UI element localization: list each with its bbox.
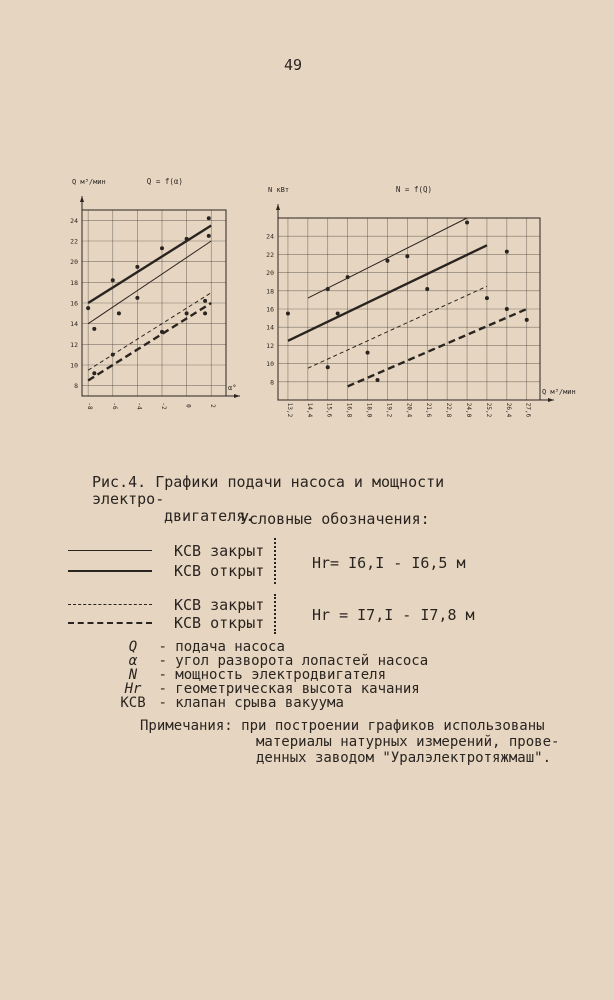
x-tick-label: -8 (86, 402, 94, 410)
symbol: α (128, 653, 138, 669)
x-axis-label: Q м³/мин (542, 388, 576, 396)
data-point (326, 365, 330, 369)
data-point (375, 378, 379, 382)
x-tick-label: 22,8 (445, 402, 453, 418)
x-tick-label: 25,2 (484, 402, 492, 418)
data-point (366, 351, 370, 355)
legend-label: КСВ закрыт (174, 542, 265, 560)
y-tick-label: 12 (266, 341, 274, 350)
x-axis-label: α° (228, 384, 237, 392)
data-point (185, 237, 189, 241)
thick-dashed-line-sample (68, 622, 152, 624)
x-tick-label: 14,4 (305, 402, 313, 418)
thin-dashed-line-sample (68, 604, 152, 605)
data-point (160, 330, 164, 334)
y-tick-label: 20 (266, 269, 274, 278)
legend-bracket (274, 594, 282, 634)
x-axis-arrow (234, 394, 240, 398)
legend-row-thick-dashed (68, 614, 298, 632)
note-line-1: Примечания: при построении графиков использованы (140, 718, 545, 734)
note-line-3: денных заводом "Уралэлектротяжмаш". (256, 750, 552, 766)
symbol-row (116, 668, 428, 682)
y-tick-label: 22 (266, 250, 274, 259)
thin-solid-line-sample (68, 550, 152, 551)
data-point (185, 311, 189, 315)
y-tick-label: 22 (70, 237, 78, 246)
thick-solid-line-sample (68, 570, 152, 572)
legend-row-thick-solid (68, 562, 298, 580)
symbol-description: - угол разворота лопастей насоса (158, 653, 429, 669)
y-tick-label: 18 (70, 278, 78, 287)
y-tick-label: 24 (70, 216, 78, 225)
formula-head-range-2: Hr = I7,I - I7,8 м (312, 606, 475, 624)
data-point (525, 318, 529, 322)
symbol: Hr (124, 681, 142, 697)
data-point (425, 287, 429, 291)
symbol-row (116, 640, 428, 654)
x-axis-arrow (548, 398, 554, 402)
y-tick-label: 12 (70, 340, 78, 349)
y-axis-arrow (276, 204, 280, 210)
x-tick-label: 26,4 (504, 402, 512, 418)
legend-label: КСВ закрыт (174, 596, 265, 614)
data-point (92, 327, 96, 331)
data-point (326, 287, 330, 291)
series-line (88, 303, 211, 381)
x-tick-label: 15,6 (325, 402, 333, 418)
x-tick-label: 18,0 (365, 402, 373, 418)
note (140, 718, 559, 766)
legend-label: КСВ открыт (174, 562, 265, 580)
y-tick-label: 16 (266, 305, 274, 314)
legend-bracket (274, 538, 282, 584)
data-point (485, 296, 489, 300)
page-number: 49 (284, 56, 303, 74)
x-tick-label: -2 (160, 402, 167, 410)
symbol-description: - мощность электродвигателя (158, 667, 387, 683)
y-tick-label: 24 (266, 232, 274, 241)
symbol-description: - геометрическая высота качания (158, 681, 420, 697)
y-tick-label: 16 (70, 299, 78, 308)
x-tick-label: 21,6 (425, 402, 433, 418)
chart-title: N = f(Q) (395, 185, 433, 194)
symbol: КСВ (120, 695, 146, 711)
caption-line-2: двигателя. (164, 507, 255, 525)
series-line (348, 309, 527, 386)
data-point (207, 216, 211, 220)
data-point (117, 311, 121, 315)
x-tick-label: 24,0 (465, 402, 473, 418)
series-line (88, 293, 211, 371)
data-point (505, 250, 509, 254)
x-tick-label: 27,6 (524, 402, 532, 418)
y-tick-label: 20 (70, 258, 78, 267)
data-point (203, 299, 207, 303)
data-point (92, 371, 96, 375)
data-point (505, 307, 509, 311)
x-tick-label: 16,8 (345, 402, 353, 418)
symbol-row (116, 682, 428, 696)
symbol-row (116, 696, 428, 710)
legend-row-thin-solid (68, 542, 298, 560)
symbol-list (116, 640, 428, 710)
legend-label: КСВ открыт (174, 614, 265, 632)
data-point (405, 254, 409, 258)
data-point (160, 246, 164, 250)
y-axis-label: Q м³/мин (72, 178, 106, 186)
data-point (385, 259, 389, 263)
y-tick-label: 14 (70, 320, 78, 329)
x-tick-label: 20,4 (405, 402, 413, 418)
data-point (207, 234, 211, 238)
y-tick-label: 10 (70, 361, 78, 370)
symbol: N (128, 667, 138, 683)
x-tick-label: -6 (110, 402, 118, 410)
x-tick-label: -4 (135, 402, 143, 410)
data-point (336, 312, 340, 316)
symbol-row (116, 654, 428, 668)
y-axis-arrow (80, 196, 84, 202)
y-tick-label: 18 (266, 287, 274, 296)
x-tick-label: 0 (184, 404, 192, 408)
chart-title: Q = f(α) (146, 177, 183, 186)
data-point (111, 278, 115, 282)
y-axis-label: N кВт (268, 186, 290, 194)
data-point (346, 275, 350, 279)
y-tick-label: 14 (266, 323, 274, 332)
y-tick-label: 8 (270, 378, 274, 387)
chart-n-of-q (252, 160, 576, 450)
legend-row-thin-dashed (68, 596, 298, 614)
data-point (86, 306, 90, 310)
symbol-description: - клапан срыва вакуума (158, 695, 344, 711)
data-point (135, 265, 139, 269)
y-tick-label: 10 (266, 360, 274, 369)
caption-line-1: Рис.4. Графики подачи насоса и мощности электро- (92, 473, 445, 508)
formula-head-range-1: Hr= I6,I - I6,5 м (312, 554, 466, 572)
data-point (286, 312, 290, 316)
data-point (111, 353, 115, 357)
x-tick-label: 13,2 (285, 402, 293, 418)
legend-title: Условные обозначения: (240, 510, 430, 528)
symbol-description: - подача насоса (158, 639, 285, 655)
data-point (465, 221, 469, 225)
symbol: Q (128, 639, 138, 655)
chart-q-of-alpha (56, 160, 246, 430)
x-tick-label: 19,2 (385, 402, 393, 418)
note-line-2: материалы натурных измерений, прове- (256, 734, 560, 750)
data-point (135, 296, 139, 300)
data-point (203, 311, 207, 315)
y-tick-label: 8 (74, 382, 78, 391)
x-tick-label: 2 (209, 404, 217, 408)
series-line (88, 226, 211, 304)
